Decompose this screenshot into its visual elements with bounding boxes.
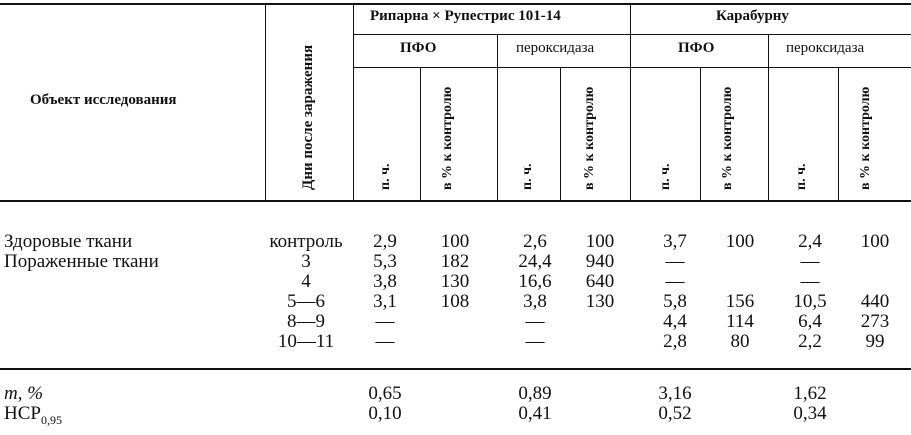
col-divider-pct4 <box>838 67 839 200</box>
value-cell: 3,1 <box>373 291 397 312</box>
value-cell: 108 <box>440 291 470 312</box>
value-cell: 156 <box>725 291 755 312</box>
row-label: Здоровые ткани <box>4 231 133 252</box>
value-cell: 2,2 <box>798 331 822 352</box>
value-cell: 182 <box>440 251 470 272</box>
table-top-rule <box>0 3 911 5</box>
value-cell: 10,5 <box>793 291 827 312</box>
row-label: Пораженные ткани <box>4 251 159 272</box>
stat-value: 1,62 <box>793 383 827 404</box>
value-cell: — <box>800 271 820 292</box>
header-group2: Карабурну <box>716 8 789 24</box>
header-pfo-1: ПФО <box>400 40 437 56</box>
value-cell: 100 <box>725 231 755 252</box>
row-day: 4 <box>301 271 311 292</box>
header-days-label: Дни после заражения <box>300 44 316 190</box>
value-cell: 100 <box>860 231 890 252</box>
row-day: контроль <box>269 231 343 252</box>
header-bottom-rule <box>0 200 911 202</box>
value-cell: 100 <box>440 231 470 252</box>
body-bottom-rule <box>0 368 911 370</box>
header-group1: Рипарна × Рупестрис 101-14 <box>370 8 561 24</box>
col-divider-sub2 <box>768 34 769 200</box>
value-cell: 5,8 <box>663 291 687 312</box>
value-cell: — <box>525 331 545 352</box>
header-object-label: Объект исследования <box>30 92 177 108</box>
value-cell: 640 <box>585 271 615 292</box>
header-pfo-2: ПФО <box>678 40 715 56</box>
value-cell: 5,3 <box>373 251 397 272</box>
value-cell: 130 <box>440 271 470 292</box>
subheader-pch-2: п. ч. <box>520 163 535 190</box>
subheader-pct-1: в % к контролю <box>440 86 455 190</box>
col-divider-days <box>265 3 266 200</box>
stat-value: 3,16 <box>658 383 692 404</box>
value-cell: — <box>525 311 545 332</box>
row-day: 8—9 <box>287 311 325 332</box>
col-divider-group1 <box>353 3 354 200</box>
value-cell: 6,4 <box>798 311 822 332</box>
value-cell: 2,6 <box>523 231 547 252</box>
header-peroxidase-2: пероксидаза <box>786 40 865 56</box>
value-cell: 940 <box>585 251 615 272</box>
group-rule <box>353 34 911 35</box>
col-divider-pct2 <box>560 67 561 200</box>
row-day: 10—11 <box>277 331 335 352</box>
col-divider-group2 <box>630 3 631 200</box>
value-cell: 2,4 <box>798 231 822 252</box>
stat-value: 0,10 <box>368 403 402 424</box>
value-cell: — <box>375 331 395 352</box>
subgroup-rule <box>353 67 911 68</box>
value-cell: 16,6 <box>518 271 552 292</box>
value-cell: — <box>800 251 820 272</box>
value-cell: 130 <box>585 291 615 312</box>
col-divider-sub1 <box>497 34 498 200</box>
subheader-pct-2: в % к контролю <box>582 86 597 190</box>
subheader-pch-4: п. ч. <box>794 163 809 190</box>
stat-value: 0,89 <box>518 383 552 404</box>
stat-label-hsr: $НСР_{0,95}$ <box>4 403 62 427</box>
value-cell: 99 <box>865 331 885 352</box>
row-day: 3 <box>301 251 311 272</box>
value-cell: — <box>665 251 685 272</box>
value-cell: 3,8 <box>373 271 397 292</box>
stat-label-m: m, % <box>4 383 44 404</box>
subheader-pch-1: п. ч. <box>378 163 393 190</box>
value-cell: 80 <box>730 331 750 352</box>
subheader-pch-3: п. ч. <box>658 163 673 190</box>
col-divider-pct3 <box>700 67 701 200</box>
value-cell: 24,4 <box>518 251 552 272</box>
row-day: 5—6 <box>287 291 325 312</box>
subheader-pct-3: в % к контролю <box>720 86 735 190</box>
value-cell: 3,7 <box>663 231 687 252</box>
value-cell: 4,4 <box>663 311 687 332</box>
stat-value: 0,34 <box>793 403 827 424</box>
value-cell: 100 <box>585 231 615 252</box>
value-cell: 2,9 <box>373 231 397 252</box>
value-cell: 440 <box>860 291 890 312</box>
value-cell: 114 <box>726 311 754 332</box>
value-cell: 3,8 <box>523 291 547 312</box>
subheader-pct-4: в % к контролю <box>858 86 873 190</box>
stat-value: 0,41 <box>518 403 552 424</box>
header-peroxidase-1: пероксидаза <box>516 40 595 56</box>
value-cell: — <box>665 271 685 292</box>
col-divider-pct1 <box>420 67 421 200</box>
stat-value: 0,65 <box>368 383 402 404</box>
value-cell: 2,8 <box>663 331 687 352</box>
value-cell: — <box>375 311 395 332</box>
stat-value: 0,52 <box>658 403 692 424</box>
value-cell: 273 <box>860 311 890 332</box>
